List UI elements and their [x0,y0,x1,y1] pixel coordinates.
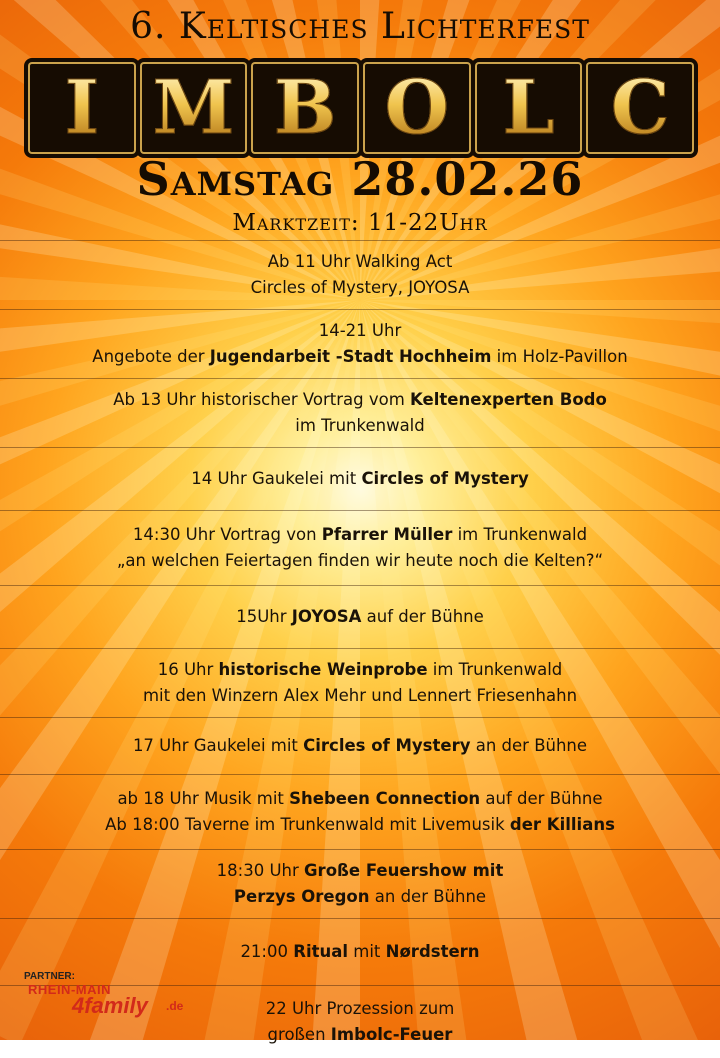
schedule-row [0,849,720,918]
schedule-text: mit den Winzern Alex Mehr und Lennert Friesenhahn [142,686,578,705]
schedule-line [0,683,720,709]
title-letter: M [152,65,235,151]
schedule-text: Angebote der [92,347,210,366]
schedule-line [0,884,720,910]
schedule-line [0,604,720,630]
schedule-line [0,318,720,344]
event-date: Samstag 28.02.26 [136,152,584,206]
schedule-line [0,466,720,492]
highlight-text: Shebeen Connection [289,789,481,808]
title-tile [475,62,583,154]
imbolc-title-tiles [26,62,696,154]
schedule-text: 21:00 [240,942,294,961]
schedule-row [0,585,720,648]
schedule-text: auf der Bühne [480,789,603,808]
schedule-text: Circles of Mystery, JOYOSA [250,278,470,297]
schedule-row [0,309,720,378]
schedule-line [0,657,720,683]
schedule-line [0,1022,720,1048]
schedule-text: großen [267,1025,331,1044]
schedule-text: an der Bühne [470,736,588,755]
title-tile [251,62,359,154]
market-time: Marktzeit: 11-22Uhr [232,210,488,236]
title-tile [140,62,248,154]
highlight-text: historische Weinprobe [218,660,428,679]
title-tile [28,62,136,154]
schedule-text: Ab 11 Uhr Walking Act [267,252,453,271]
schedule-line [0,522,720,548]
schedule-line [0,858,720,884]
schedule-line [0,275,720,301]
schedule-text: 14:30 Uhr Vortrag von [132,525,322,544]
schedule-line [0,413,720,439]
partner-label: PARTNER: [24,971,75,982]
schedule-row [0,510,720,585]
schedule-text: 17 Uhr Gaukelei mit [132,736,304,755]
schedule-line [0,249,720,275]
schedule-text: mit [348,942,386,961]
schedule-row [0,717,720,774]
title-letter: O [384,65,450,151]
title-letter: B [273,65,337,151]
highlight-text: Circles of Mystery [303,736,471,755]
schedule-line [0,548,720,574]
schedule-row [0,378,720,447]
schedule-text: „an welchen Feiertagen finden wir heute noch die Kelten?“ [116,551,604,570]
schedule-text: 18:30 Uhr [216,861,305,880]
schedule-line [0,733,720,759]
schedule-line [0,786,720,812]
edition-title: 6. Keltisches Lichterfest [130,6,590,47]
title-tile [586,62,694,154]
title-letter: I [64,65,100,151]
schedule-text: 14-21 Uhr [318,321,402,340]
partner-logo-suffix: .de [166,999,184,1013]
partner-logo-line1: RHEIN-MAIN [28,982,111,997]
schedule-row [0,774,720,849]
partner-logo-line2: 4family [72,993,148,1018]
schedule-text: im Trunkenwald [427,660,563,679]
title-tile [363,62,471,154]
poster-header [0,0,720,240]
highlight-text: Nørdstern [385,942,480,961]
title-letter: C [610,65,670,151]
partner-logo [24,971,204,1021]
schedule-text: im Trunkenwald [452,525,588,544]
schedule-text: an der Bühne [369,887,487,906]
schedule-line [0,939,720,965]
schedule-list [0,240,720,1058]
schedule-line [0,344,720,370]
schedule-text: 14 Uhr Gaukelei mit [191,469,362,488]
schedule-row [0,447,720,510]
highlight-text: der Killians [509,815,615,834]
schedule-text: 22 Uhr Prozession zum [265,999,455,1018]
schedule-text: im Holz-Pavillon [491,347,628,366]
schedule-line [0,812,720,838]
highlight-text: Jugendarbeit -Stadt Hochheim [209,347,492,366]
schedule-text: auf der Bühne [361,607,484,626]
schedule-row [0,240,720,309]
highlight-text: JOYOSA [291,607,362,626]
schedule-text: 16 Uhr [157,660,219,679]
highlight-text: Imbolc-Feuer [330,1025,453,1044]
schedule-text: 15Uhr [236,607,292,626]
schedule-text: ab 18 Uhr Musik mit [117,789,290,808]
highlight-text: Circles of Mystery [361,469,529,488]
highlight-text: Keltenexperten Bodo [410,390,607,409]
highlight-text: Perzys Oregon [233,887,370,906]
highlight-text: Große Feuershow mit [304,861,504,880]
title-letter: L [502,65,555,151]
schedule-text: Ab 18:00 Taverne im Trunkenwald mit Livemusik [105,815,510,834]
schedule-row [0,648,720,717]
schedule-text: Ab 13 Uhr historischer Vortrag vom [113,390,411,409]
highlight-text: Pfarrer Müller [321,525,453,544]
highlight-text: Ritual [293,942,349,961]
schedule-text: im Trunkenwald [295,416,425,435]
schedule-line [0,387,720,413]
